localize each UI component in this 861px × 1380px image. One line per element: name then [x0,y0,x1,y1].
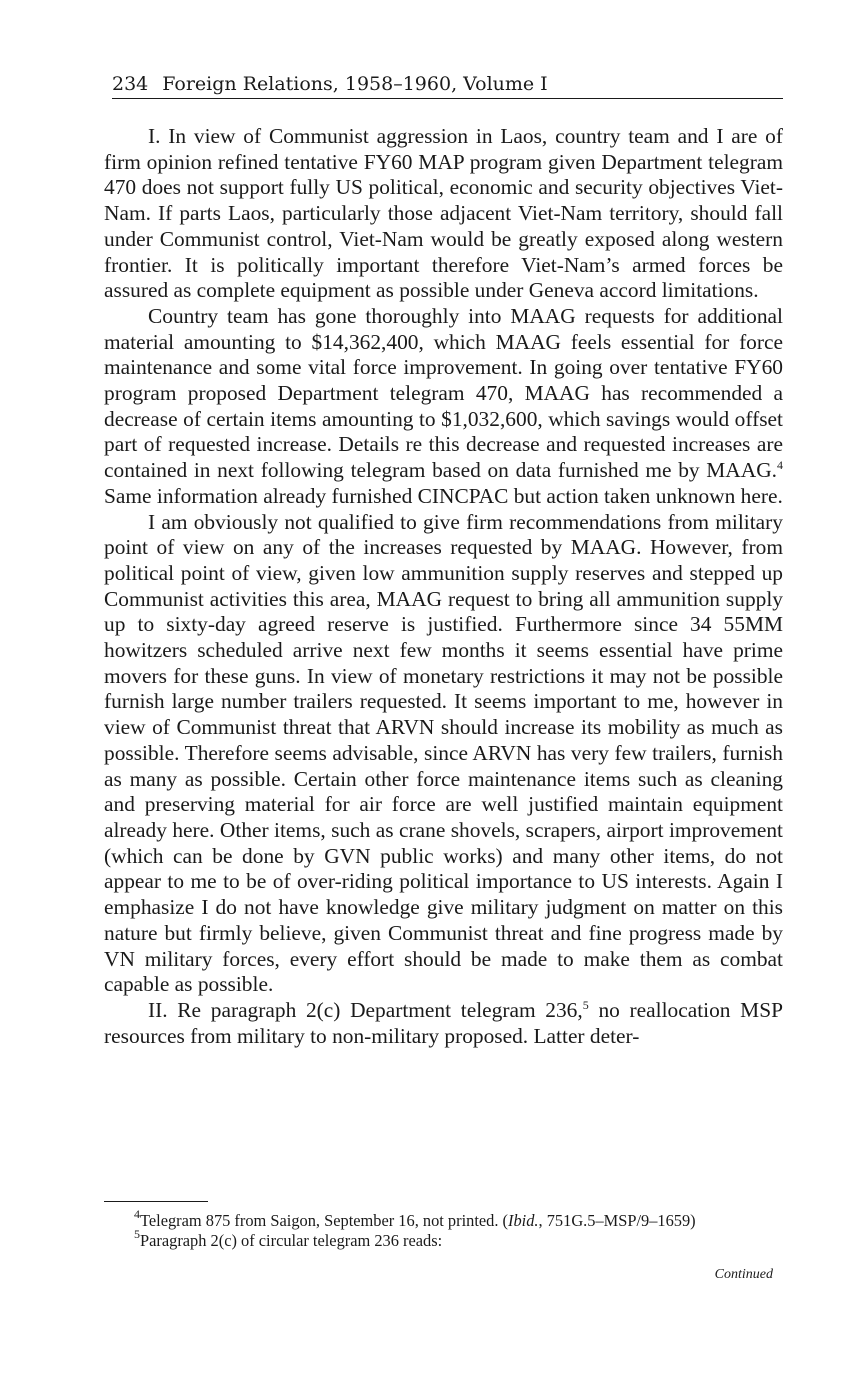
footnote-divider [104,1201,208,1202]
footnote-4: $^4$Telegram 875 from Saigon, September 16, not printed. (Ibid., 751G.5–MSP/9–1659) [134,1207,696,1230]
footnote-ref-5: 5 [582,997,589,1012]
running-head [112,72,783,99]
volume-title: Foreign Relations, 1958–1960, Volume I [162,73,548,95]
paragraph-country-team: Country team has gone thoroughly into MAAG requests for additional material amounting to $14,362,400, which MAAG feels essential for force maintenance and some vital force improvement. In going over tentative FY60 program proposed Department telegram 470, MAAG has recommended a decrease of certain items amounting to $1,032,600, which savings would offset part of requested increase. Details re this decrease and requested increases are contained in next following telegram based on data furnished me by MAAG.$^4$ Same information already furnished CINCPAC but action taken unknown here. [104,303,783,508]
paragraph-section-ii: II. Re paragraph 2(c) Department telegram 236,$^5$ no reallocation MSP resources from military to non-military proposed. Latter deter- [104,997,783,1048]
footnote-5: $^5$Paragraph 2(c) of circular telegram 236 reads: [134,1227,443,1250]
continued-label: Continued [714,1267,773,1282]
page-number: 234 [112,73,149,95]
paragraph-military-view: I am obviously not qualified to give firm recommendations from military point of view on any of the increases requested by MAAG. However, from political point of view, given low ammunition supply reserves and stepped up Communist activities this area, MAAG request to bring all ammunition supply up to sixty-day agreed reserve is justified. Furthermore since 34 55MM howitzers scheduled arrive next few months it seems essential have prime movers for these guns. In view of monetary restrictions it may not be possible furnish large number trailers requested. It seems important to me, however in view of Communist threat that ARVN should increase its mobility as much as possible. Therefore seems advisable, since ARVN has very few trailers, furnish as many as possible. Certain other force maintenance items such as cleaning and preserving material for air force are well justified maintain equipment already here. Other items, such as crane shovels, scrapers, airport improvement (which can be done by GVN public works) and many other items, do not appear to me to be of over-riding political importance to US interests. Again I emphasize I do not have knowledge give military judgment on matter on this nature but firmly believe, given Communist threat and fine progress made by VN military forces, every effort should be made to make them as combat capable as possible. [104,509,783,997]
footnotes [104,1207,783,1251]
footnote-ref-4: 4 [777,458,783,473]
paragraph-section-i: I. In view of Communist aggression in Laos, country team and I are of firm opinion refined tentative FY60 MAP program given Department telegram 470 does not support fully US political, economic and security objectives Viet-Nam. If parts Laos, particularly those adjacent Viet-Nam territory, should fall under Communist control, Viet-Nam would be greatly exposed along western frontier. It is politically important therefore Viet-Nam’s armed forces be assured as complete equipment as possible under Geneva accord limitations. [104,124,783,303]
body-text [104,124,783,1049]
